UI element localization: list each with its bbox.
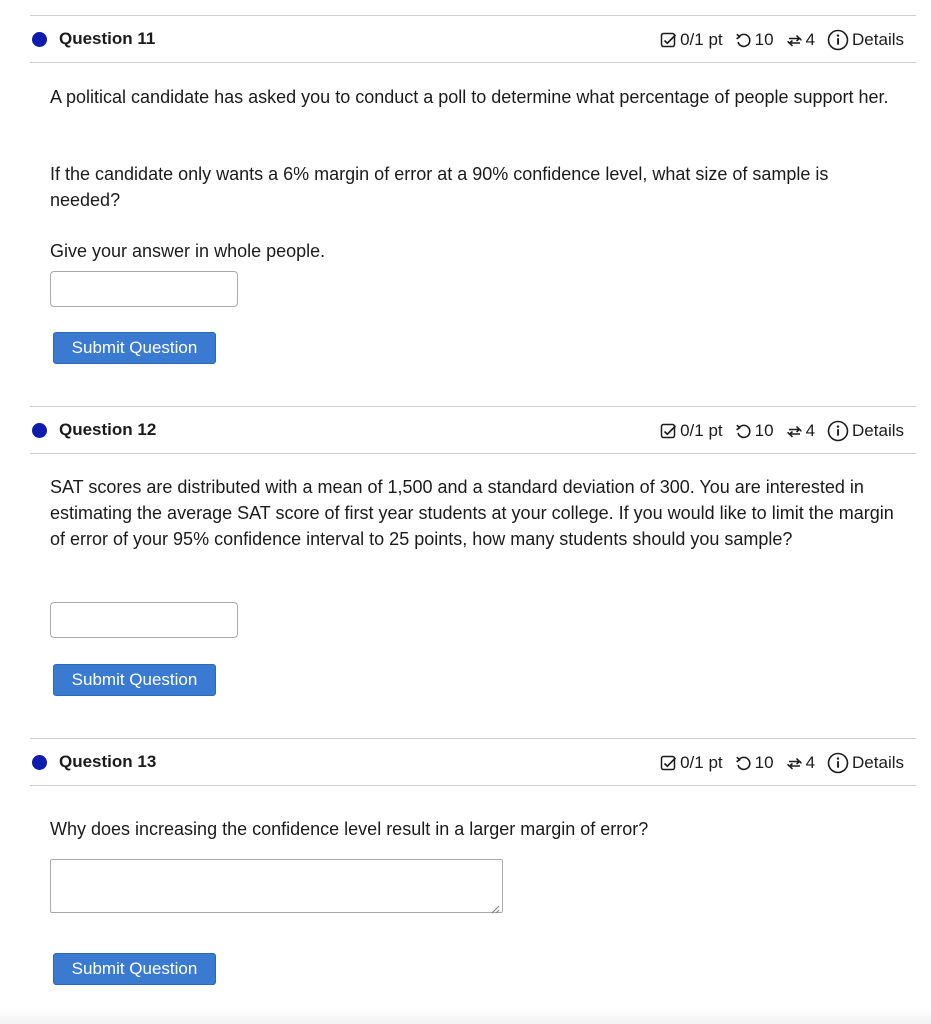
details-label: Details (852, 30, 904, 49)
question-title: Question 13 (59, 752, 157, 771)
answer-input[interactable] (50, 602, 238, 638)
details-link[interactable] (827, 752, 904, 774)
details-link[interactable] (827, 420, 904, 442)
question-title: Question 12 (59, 420, 157, 439)
question-meta (660, 29, 904, 51)
question-paragraph: Why does increasing the confidence level result in a larger margin of error? (50, 819, 649, 839)
submit-question-button[interactable]: Submit Question (53, 664, 216, 696)
details-label: Details (852, 421, 904, 440)
retry-icon (735, 755, 752, 772)
checkbox-icon (660, 755, 677, 772)
info-circle-icon (827, 29, 849, 51)
question-meta (660, 420, 904, 442)
answer-textarea[interactable] (50, 859, 503, 913)
question-paragraph: If the candidate only wants a 6% margin of error at a 90% confidence level, what size of sample is needed? (50, 164, 829, 210)
swap-arrows-icon (786, 32, 803, 49)
submit-question-button[interactable]: Submit Question (53, 953, 216, 985)
answer-input[interactable] (50, 271, 238, 307)
attempts-value: 10 (754, 753, 774, 772)
question-paragraph: SAT scores are distributed with a mean of 1,500 and a standard deviation of 300. You are interested in estimating the average SAT score of first year students at your college. If you would like to limit the margin of error of your 95% confidence interval to 25 points, how many students should you sample? (50, 477, 894, 549)
points-value: 0/1 pt (680, 421, 723, 440)
retries-value: 4 (805, 30, 816, 49)
swap-arrows-icon (786, 755, 803, 772)
attempts-value: 10 (754, 421, 774, 440)
question-header (30, 15, 916, 63)
checkbox-icon (660, 423, 677, 440)
info-circle-icon (827, 752, 849, 774)
swap-arrows-icon (786, 423, 803, 440)
details-link[interactable] (827, 29, 904, 51)
details-label: Details (852, 753, 904, 772)
retry-icon (735, 423, 752, 440)
question-meta (660, 752, 904, 774)
question-title: Question 11 (59, 29, 156, 48)
retries-value: 4 (805, 753, 816, 772)
status-dot (32, 32, 47, 47)
resize-grip-icon[interactable] (491, 901, 500, 910)
question-header (30, 738, 916, 786)
question-paragraph: A political candidate has asked you to conduct a poll to determine what percentage of people support her. (50, 87, 889, 107)
retries-value: 4 (805, 421, 816, 440)
status-dot (32, 423, 47, 438)
points-value: 0/1 pt (680, 30, 723, 49)
points-value: 0/1 pt (680, 753, 723, 772)
question-paragraph: Give your answer in whole people. (50, 241, 326, 261)
retry-icon (735, 32, 752, 49)
info-circle-icon (827, 420, 849, 442)
status-dot (32, 755, 47, 770)
submit-question-button[interactable]: Submit Question (53, 332, 216, 364)
attempts-value: 10 (754, 30, 774, 49)
checkbox-icon (660, 32, 677, 49)
question-header (30, 406, 916, 454)
